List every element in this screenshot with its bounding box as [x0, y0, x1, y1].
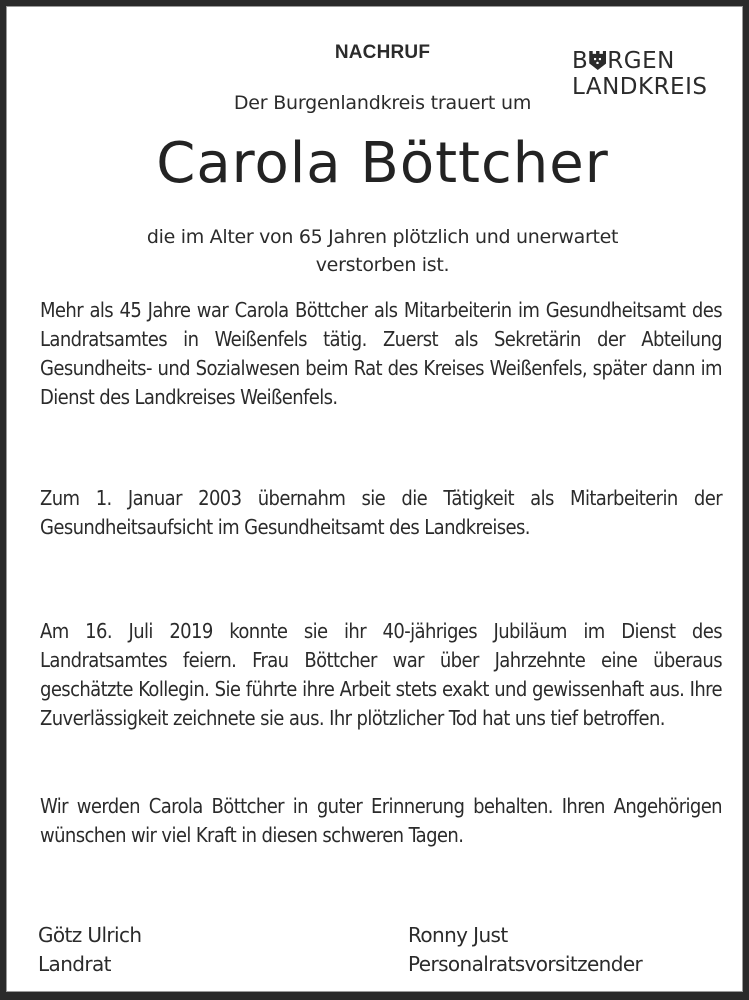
logo-letters-rgen: RGEN	[607, 48, 675, 74]
notice-label: NACHRUF	[334, 42, 431, 63]
logo-line-1	[572, 48, 707, 74]
signer-name: Ronny Just	[408, 923, 508, 947]
signature-personalrat	[408, 921, 642, 979]
paragraph-text: Wir werden Carola Böttcher in guter Erinnerung behalten. Ihren Angehörigen wünschen wir viel Kraft in diesen schweren Tagen.	[40, 794, 722, 847]
paragraph-2003	[40, 484, 722, 542]
signer-title: Personalratsvorsitzender	[408, 952, 643, 976]
signer-name: Götz Ulrich	[38, 923, 142, 947]
paragraph-career	[40, 296, 722, 412]
deceased-name: Carola Böttcher	[156, 131, 609, 196]
age-statement-line-2: verstorben ist.	[315, 254, 450, 276]
intro-text: Der Burgenlandkreis trauert um	[233, 92, 532, 114]
paragraph-text: Am 16. Juli 2019 konnte sie ihr 40-jähriges Jubiläum im Dienst des Landratsamtes feiern. Frau Böttcher war über Jahrzehnte eine überaus geschätzte Kollegin. Sie führte ihre Arbeit stets exakt und gewissenhaft aus. Ihre Zuverlässigkeit zeichnete sie aus. Ihr plötzlicher Tod hat uns tief betroffen.	[40, 619, 722, 730]
age-statement	[6, 223, 749, 279]
paragraph-text: Mehr als 45 Jahre war Carola Böttcher als Mitarbeiterin im Gesundheitsamt des Landratsamtes in Weißenfels tätig. Zuerst als Sekretärin der Abteilung Gesundheits- und Sozialwesen beim Rat des Kreises Weißenfels, später dann im Dienst des Landkreises Weißenfels.	[40, 298, 722, 409]
age-statement-line-1: die im Alter von 65 Jahren plötzlich und unerwartet	[146, 226, 619, 248]
logo-line-2: LANDKREIS	[572, 74, 708, 100]
signature-landrat	[38, 921, 141, 979]
paragraph-text: Zum 1. Januar 2003 übernahm sie die Tätigkeit als Mitarbeiterin der Gesundheitsaufsicht im Gesundheitsamt des Landkreises.	[40, 486, 722, 539]
paragraph-jubilee	[40, 617, 722, 733]
obituary-notice	[6, 6, 743, 992]
paragraph-condolence	[40, 792, 722, 850]
logo-letter-b: B	[572, 48, 589, 74]
crown-shield-icon	[589, 51, 606, 70]
signer-title: Landrat	[38, 952, 111, 976]
